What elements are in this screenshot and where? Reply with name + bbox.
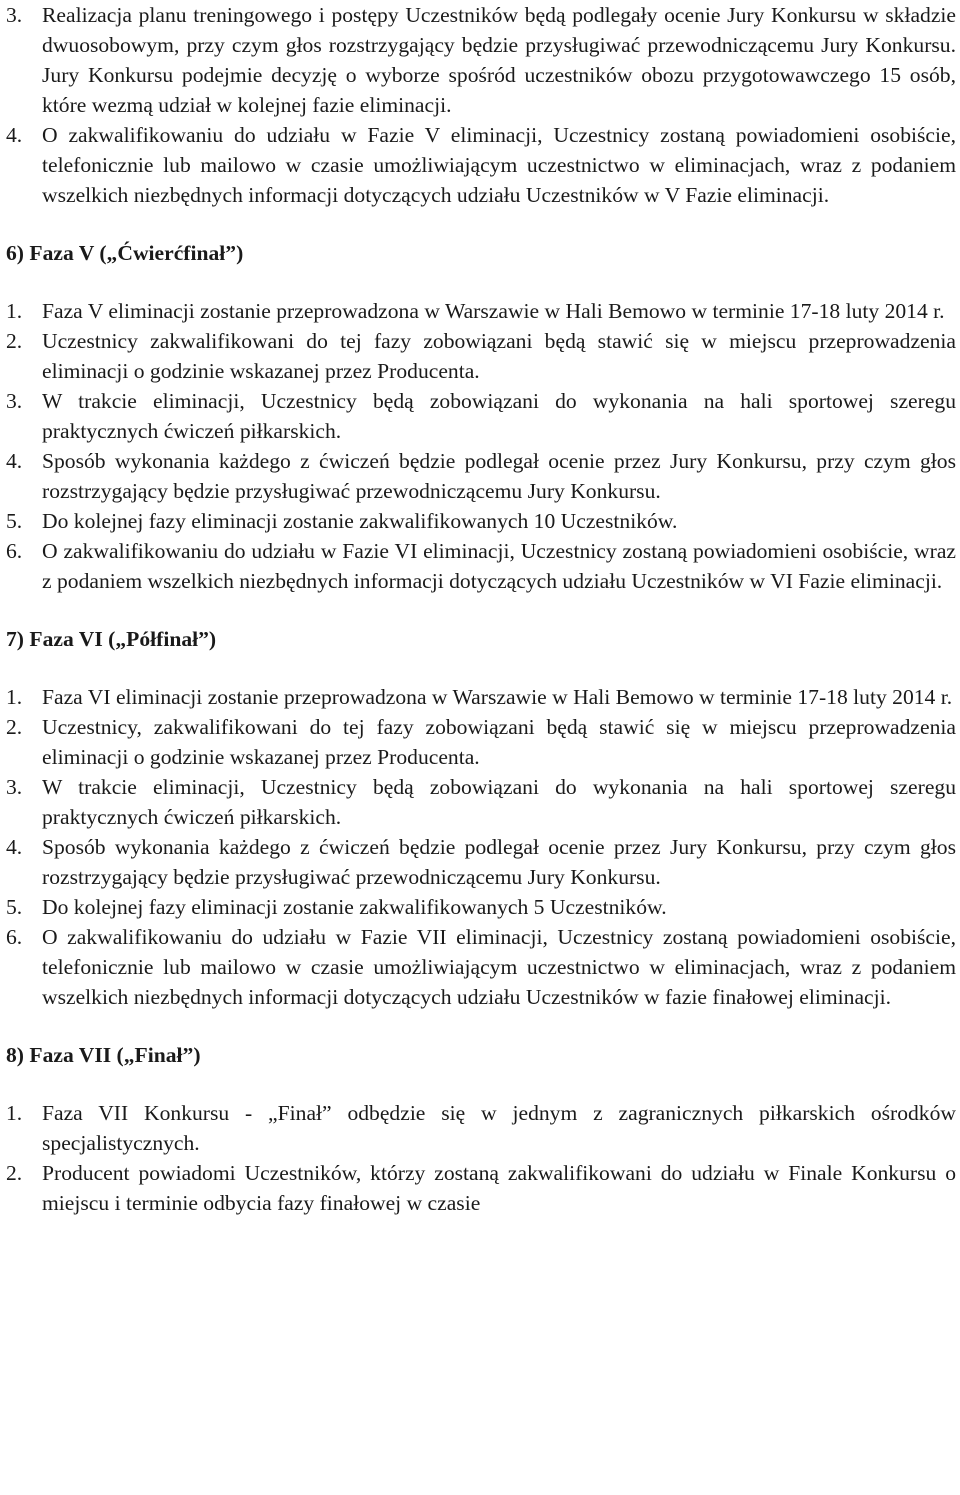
section-8-list — [0, 1098, 960, 1218]
item-text: Realizacja planu treningowego i postępy Uczestników będą podlegały ocenie Jury Konkursu w składzie dwuosobowym, przy czym głos rozstrzygający będzie przysługiwać przewodniczącemu Jury Konkursu. Jury Konkursu podejmie decyzję o wyborze spośród uczestników obozu przygotowawczego 15 osób, które wezmą udział w kolejnej fazie eliminacji. — [42, 3, 956, 117]
list-item — [0, 446, 960, 506]
item-text: Uczestnicy zakwalifikowani do tej fazy zobowiązani będą stawić się w miejscu przeprowadzenia eliminacji o godzinie wskazanej przez Producenta. — [42, 329, 956, 383]
list-item — [0, 832, 960, 892]
list-item — [0, 892, 960, 922]
list-item — [0, 1158, 960, 1218]
list-item — [0, 386, 960, 446]
item-text: O zakwalifikowaniu do udziału w Fazie VI eliminacji, Uczestnicy zostaną powiadomieni osobiście, wraz z podaniem wszelkich niezbędnych informacji dotyczących udziału Uczestników w VI Fazie eliminacji. — [42, 539, 956, 593]
list-item — [0, 536, 960, 596]
list-item — [0, 1098, 960, 1158]
list-item — [0, 922, 960, 1012]
item-text: Sposób wykonania każdego z ćwiczeń będzie podlegał ocenie przez Jury Konkursu, przy czym głos rozstrzygający będzie przysługiwać przewodniczącemu Jury Konkursu. — [42, 449, 956, 503]
section-5-continuation — [0, 0, 960, 210]
item-number: 5. — [6, 509, 23, 533]
list-item — [0, 296, 960, 326]
section-heading-faza-vii: 8) Faza VII („Finał”) — [6, 1043, 201, 1067]
list-item — [0, 506, 960, 536]
item-number: 3. — [6, 775, 23, 799]
item-number: 4. — [6, 449, 23, 473]
item-number: 4. — [6, 123, 23, 147]
item-number: 1. — [6, 685, 23, 709]
list-item — [0, 326, 960, 386]
section-heading-faza-v: 6) Faza V („Ćwierćfinał”) — [6, 241, 244, 265]
item-number: 5. — [6, 895, 23, 919]
item-number: 3. — [6, 389, 23, 413]
item-number: 2. — [6, 715, 23, 739]
item-text: W trakcie eliminacji, Uczestnicy będą zobowiązani do wykonania na hali sportowej szeregu praktycznych ćwiczeń piłkarskich. — [42, 389, 956, 443]
list-item — [0, 120, 960, 210]
list-item — [0, 682, 960, 712]
item-text: O zakwalifikowaniu do udziału w Fazie V eliminacji, Uczestnicy zostaną powiadomieni osobiście, telefonicznie lub mailowo w czasie umożliwiającym uczestnictwo w eliminacjach, wraz z podaniem wszelkich niezbędnych informacji dotyczących udziału Uczestników w V Fazie eliminacji. — [42, 123, 956, 207]
item-number: 6. — [6, 539, 23, 563]
item-number: 6. — [6, 925, 23, 949]
list-item — [0, 712, 960, 772]
item-number: 2. — [6, 329, 23, 353]
item-number: 1. — [6, 1101, 23, 1125]
item-number: 1. — [6, 299, 23, 323]
item-text: Do kolejnej fazy eliminacji zostanie zakwalifikowanych 5 Uczestników. — [42, 895, 667, 919]
item-number: 4. — [6, 835, 23, 859]
item-text: Faza VI eliminacji zostanie przeprowadzona w Warszawie w Hali Bemowo w terminie 17-18 luty 2014 r. — [42, 685, 953, 709]
item-text: Do kolejnej fazy eliminacji zostanie zakwalifikowanych 10 Uczestników. — [42, 509, 678, 533]
item-text: Sposób wykonania każdego z ćwiczeń będzie podlegał ocenie przez Jury Konkursu, przy czym głos rozstrzygający będzie przysługiwać przewodniczącemu Jury Konkursu. — [42, 835, 956, 889]
item-number: 3. — [6, 3, 23, 27]
list-item — [0, 772, 960, 832]
item-text: O zakwalifikowaniu do udziału w Fazie VII eliminacji, Uczestnicy zostaną powiadomieni osobiście, telefonicznie lub mailowo w czasie umożliwiającym uczestnictwo w eliminacjach, wraz z podaniem wszelkich niezbędnych informacji dotyczących udziału Uczestników w fazie finałowej eliminacji. — [42, 925, 956, 1009]
section-7-list — [0, 682, 960, 1012]
item-number: 2. — [6, 1161, 23, 1185]
section-heading-faza-vi: 7) Faza VI („Półfinał”) — [6, 627, 217, 651]
section-6-list — [0, 296, 960, 596]
list-item — [0, 0, 960, 120]
item-text: W trakcie eliminacji, Uczestnicy będą zobowiązani do wykonania na hali sportowej szeregu praktycznych ćwiczeń piłkarskich. — [42, 775, 956, 829]
item-text: Uczestnicy, zakwalifikowani do tej fazy zobowiązani będą stawić się w miejscu przeprowadzenia eliminacji o godzinie wskazanej przez Producenta. — [42, 715, 956, 769]
item-text: Faza VII Konkursu - „Finał” odbędzie się w jednym z zagranicznych piłkarskich ośrodków specjalistycznych. — [42, 1101, 956, 1155]
item-text: Faza V eliminacji zostanie przeprowadzona w Warszawie w Hali Bemowo w terminie 17-18 luty 2014 r. — [42, 299, 945, 323]
item-text: Producent powiadomi Uczestników, którzy zostaną zakwalifikowani do udziału w Finale Konkursu o miejscu i terminie odbycia fazy finałowej w czasie — [42, 1161, 956, 1215]
